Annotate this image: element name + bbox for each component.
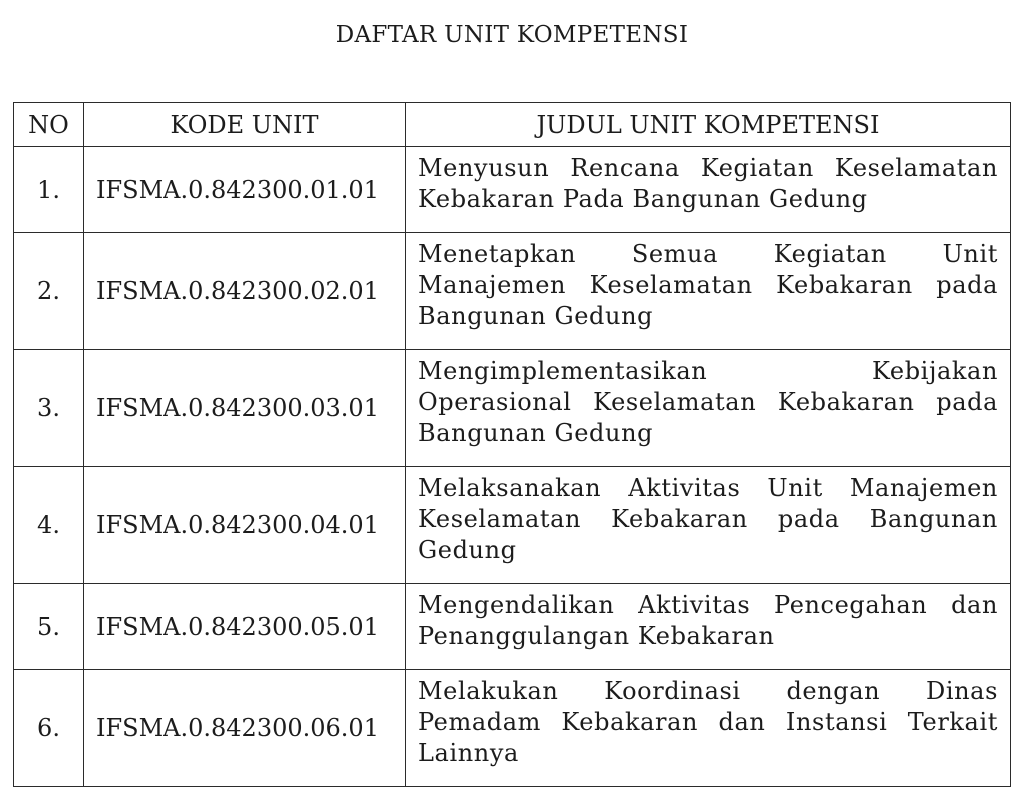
unit-title: Melaksanakan Aktivitas Unit Manajemen Keselamatan Kebakaran pada Bangunan Gedung: [406, 467, 1011, 584]
row-number: 4.: [14, 467, 84, 584]
unit-title: Mengimplementasikan Kebijakan Operasional Keselamatan Kebakaran pada Bangunan Gedung: [406, 350, 1011, 467]
table-row: [14, 670, 1011, 787]
unit-code: IFSMA.0.842300.03.01: [84, 350, 406, 467]
table-header-row: [14, 103, 1011, 147]
unit-code: IFSMA.0.842300.05.01: [84, 584, 406, 670]
unit-title: Mengendalikan Aktivitas Pencegahan dan Penanggulangan Kebakaran: [406, 584, 1011, 670]
table-row: [14, 350, 1011, 467]
unit-title: Melakukan Koordinasi dengan Dinas Pemadam Kebakaran dan Instansi Terkait Lainnya: [406, 670, 1011, 787]
row-number: 3.: [14, 350, 84, 467]
table-row: [14, 467, 1011, 584]
unit-code: IFSMA.0.842300.01.01: [84, 147, 406, 233]
header-kode-unit: KODE UNIT: [84, 103, 406, 147]
row-number: 1.: [14, 147, 84, 233]
competency-unit-table: [13, 102, 1011, 787]
row-number: 5.: [14, 584, 84, 670]
unit-title: Menyusun Rencana Kegiatan Keselamatan Kebakaran Pada Bangunan Gedung: [406, 147, 1011, 233]
table-row: [14, 584, 1011, 670]
table-row: [14, 147, 1011, 233]
unit-code: IFSMA.0.842300.06.01: [84, 670, 406, 787]
header-judul-unit: JUDUL UNIT KOMPETENSI: [406, 103, 1011, 147]
row-number: 2.: [14, 233, 84, 350]
page-title: DAFTAR UNIT KOMPETENSI: [335, 22, 689, 48]
row-number: 6.: [14, 670, 84, 787]
header-no: NO: [14, 103, 84, 147]
unit-code: IFSMA.0.842300.04.01: [84, 467, 406, 584]
unit-title: Menetapkan Semua Kegiatan Unit Manajemen Keselamatan Kebakaran pada Bangunan Gedung: [406, 233, 1011, 350]
table-row: [14, 233, 1011, 350]
unit-code: IFSMA.0.842300.02.01: [84, 233, 406, 350]
